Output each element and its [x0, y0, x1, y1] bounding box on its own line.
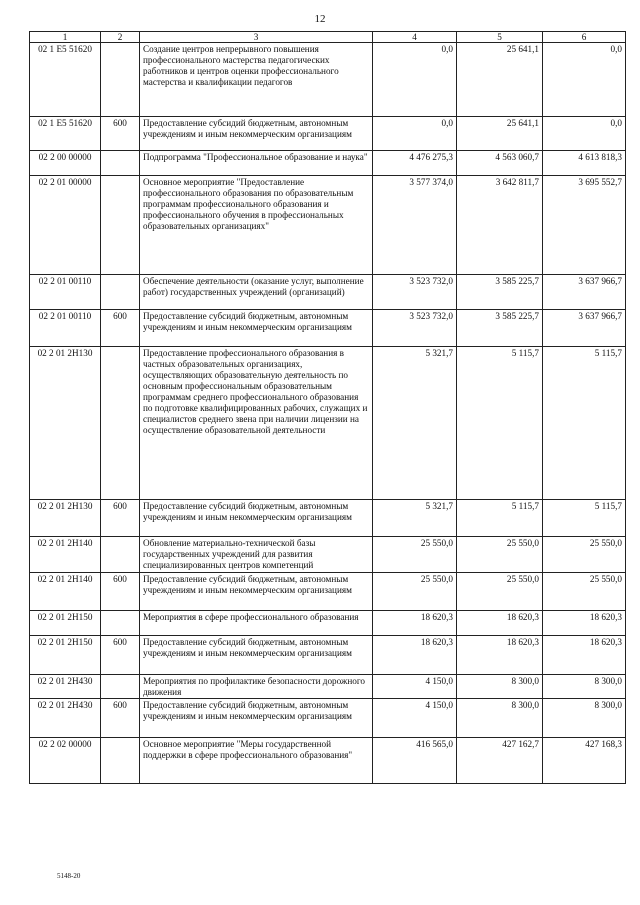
table-row [30, 275, 626, 310]
row-expense-type [101, 275, 140, 310]
row-expense-type [101, 537, 140, 573]
row-code: 02 2 01 00000 [30, 176, 101, 275]
row-name: Основное мероприятие "Меры государственной поддержки в сфере профессионального образования" [140, 738, 373, 784]
row-value-col4: 416 565,0 [373, 738, 457, 784]
row-expense-type [101, 347, 140, 500]
row-value-col4: 5 321,7 [373, 500, 457, 537]
row-expense-type: 600 [101, 699, 140, 738]
table-row [30, 117, 626, 151]
row-name: Предоставление субсидий бюджетным, автономным учреждениям и иным некоммерческим организациям [140, 699, 373, 738]
row-expense-type [101, 675, 140, 699]
row-value-col4: 18 620,3 [373, 611, 457, 636]
row-value-col5: 25 550,0 [457, 573, 543, 611]
row-value-col4: 3 523 732,0 [373, 310, 457, 347]
row-value-col5: 3 585 225,7 [457, 275, 543, 310]
column-header: 3 [140, 32, 373, 43]
row-value-col4: 4 476 275,3 [373, 151, 457, 176]
row-value-col4: 4 150,0 [373, 699, 457, 738]
row-name: Мероприятия в сфере профессионального образования [140, 611, 373, 636]
row-value-col5: 5 115,7 [457, 500, 543, 537]
row-expense-type [101, 611, 140, 636]
row-value-col6: 3 637 966,7 [543, 275, 626, 310]
row-code: 02 2 01 2H150 [30, 636, 101, 675]
row-value-col6: 25 550,0 [543, 537, 626, 573]
row-value-col6: 5 115,7 [543, 500, 626, 537]
row-value-col4: 3 577 374,0 [373, 176, 457, 275]
table-row [30, 176, 626, 275]
row-value-col4: 0,0 [373, 117, 457, 151]
row-name: Предоставление субсидий бюджетным, автономным учреждениям и иным некоммерческим организациям [140, 117, 373, 151]
row-expense-type [101, 151, 140, 176]
page-number: 12 [314, 13, 326, 25]
row-name: Предоставление субсидий бюджетным, автономным учреждениям и иным некоммерческим организациям [140, 573, 373, 611]
table-row [30, 636, 626, 675]
row-value-col4: 0,0 [373, 43, 457, 117]
row-code: 02 1 E5 51620 [30, 117, 101, 151]
row-code: 02 2 01 2H150 [30, 611, 101, 636]
row-expense-type: 600 [101, 636, 140, 675]
row-value-col6: 18 620,3 [543, 636, 626, 675]
row-expense-type: 600 [101, 117, 140, 151]
table-row [30, 43, 626, 117]
footer-code: 5148-20 [57, 872, 81, 880]
row-value-col6: 18 620,3 [543, 611, 626, 636]
row-name: Обновление материально-технической базы государственных учреждений для развития специализированных центров компетенций [140, 537, 373, 573]
row-name: Подпрограмма "Профессиональное образование и наука" [140, 151, 373, 176]
row-code: 02 2 02 00000 [30, 738, 101, 784]
row-value-col6: 25 550,0 [543, 573, 626, 611]
table-row [30, 738, 626, 784]
row-code: 02 2 01 2H130 [30, 500, 101, 537]
table-row [30, 151, 626, 176]
table-header-row [30, 32, 626, 43]
row-expense-type [101, 176, 140, 275]
table-row [30, 573, 626, 611]
row-name: Основное мероприятие "Предоставление профессионального образования по образовательным программам профессионального образования и профессионального обучения в профессиональных образовательных организациях" [140, 176, 373, 275]
column-header: 2 [101, 32, 140, 43]
row-expense-type [101, 43, 140, 117]
table-row [30, 611, 626, 636]
row-code: 02 2 01 2H140 [30, 537, 101, 573]
row-code: 02 2 01 00110 [30, 275, 101, 310]
row-name: Создание центров непрерывного повышения профессионального мастерства педагогических работников и центров оценки профессионального мастерства и квалификации педагогов [140, 43, 373, 117]
row-name: Предоставление профессионального образования в частных образовательных организациях, осуществляющих образовательную деятельность по основным профессиональным образовательным программам среднего профессионального образования по подготовке квалифицированных рабочих, служащих и специалистов среднего звена при наличии лицензии на осуществление образовательной деятельности [140, 347, 373, 500]
row-value-col5: 3 642 811,7 [457, 176, 543, 275]
row-value-col4: 5 321,7 [373, 347, 457, 500]
row-value-col6: 0,0 [543, 117, 626, 151]
row-value-col5: 427 162,7 [457, 738, 543, 784]
row-value-col5: 3 585 225,7 [457, 310, 543, 347]
table-row [30, 310, 626, 347]
row-value-col5: 25 550,0 [457, 537, 543, 573]
row-name: Мероприятия по профилактике безопасности дорожного движения [140, 675, 373, 699]
row-value-col6: 427 168,3 [543, 738, 626, 784]
row-value-col5: 18 620,3 [457, 636, 543, 675]
row-code: 02 2 01 2H140 [30, 573, 101, 611]
row-expense-type: 600 [101, 310, 140, 347]
column-header: 4 [373, 32, 457, 43]
row-name: Обеспечение деятельности (оказание услуг, выполнение работ) государственных учреждений (организаций) [140, 275, 373, 310]
row-value-col5: 25 641,1 [457, 117, 543, 151]
table-row [30, 537, 626, 573]
row-name: Предоставление субсидий бюджетным, автономным учреждениям и иным некоммерческим организациям [140, 500, 373, 537]
table-body [30, 43, 626, 784]
row-value-col6: 0,0 [543, 43, 626, 117]
row-code: 02 1 E5 51620 [30, 43, 101, 117]
row-code: 02 2 00 00000 [30, 151, 101, 176]
table-row [30, 347, 626, 500]
row-value-col5: 8 300,0 [457, 699, 543, 738]
row-code: 02 2 01 2H430 [30, 699, 101, 738]
row-code: 02 2 01 2H130 [30, 347, 101, 500]
row-name: Предоставление субсидий бюджетным, автономным учреждениям и иным некоммерческим организациям [140, 636, 373, 675]
row-value-col6: 8 300,0 [543, 699, 626, 738]
table-row [30, 675, 626, 699]
row-value-col4: 3 523 732,0 [373, 275, 457, 310]
table-row [30, 500, 626, 537]
row-expense-type: 600 [101, 573, 140, 611]
row-expense-type: 600 [101, 500, 140, 537]
row-value-col5: 18 620,3 [457, 611, 543, 636]
row-value-col5: 25 641,1 [457, 43, 543, 117]
row-value-col6: 3 637 966,7 [543, 310, 626, 347]
row-value-col5: 5 115,7 [457, 347, 543, 500]
row-code: 02 2 01 2H430 [30, 675, 101, 699]
budget-table [29, 31, 626, 784]
row-value-col4: 25 550,0 [373, 537, 457, 573]
row-expense-type [101, 738, 140, 784]
row-value-col4: 18 620,3 [373, 636, 457, 675]
row-name: Предоставление субсидий бюджетным, автономным учреждениям и иным некоммерческим организациям [140, 310, 373, 347]
row-value-col6: 5 115,7 [543, 347, 626, 500]
row-code: 02 2 01 00110 [30, 310, 101, 347]
column-header: 6 [543, 32, 626, 43]
row-value-col6: 3 695 552,7 [543, 176, 626, 275]
row-value-col5: 8 300,0 [457, 675, 543, 699]
row-value-col5: 4 563 060,7 [457, 151, 543, 176]
column-header: 1 [30, 32, 101, 43]
row-value-col4: 4 150,0 [373, 675, 457, 699]
table-row [30, 699, 626, 738]
column-header: 5 [457, 32, 543, 43]
row-value-col6: 8 300,0 [543, 675, 626, 699]
row-value-col6: 4 613 818,3 [543, 151, 626, 176]
row-value-col4: 25 550,0 [373, 573, 457, 611]
